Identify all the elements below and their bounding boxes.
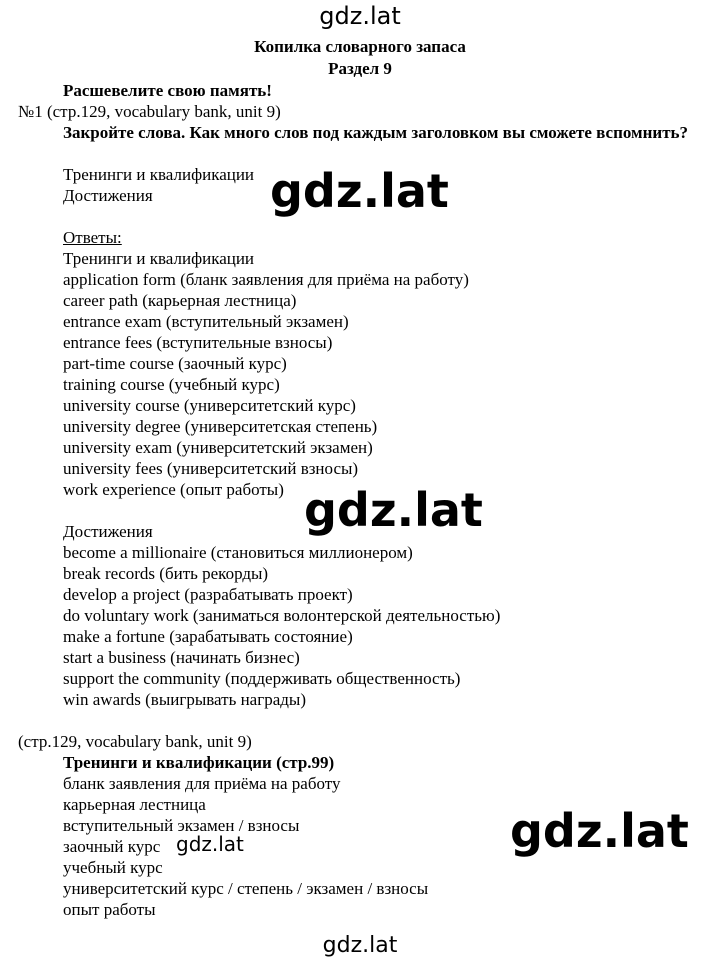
list-item: part-time course (заочный курс)	[63, 354, 287, 373]
memory-heading: Расшевелите свою память!	[63, 81, 272, 100]
list-item: учебный курс	[63, 858, 163, 877]
watermark-small: gdz.lat	[176, 832, 244, 856]
exercise-reference: №1 (стр.129, vocabulary bank, unit 9)	[18, 102, 281, 121]
group1-title: Тренинги и квалификации	[63, 249, 255, 268]
topic-achievements: Достижения	[63, 186, 153, 205]
list-item: career path (карьерная лестница)	[63, 291, 297, 310]
list-item: start a business (начинать бизнес)	[63, 648, 300, 667]
list-item: work experience (опыт работы)	[63, 480, 284, 499]
watermark-large-2: gdz.lat	[304, 483, 483, 537]
section-title: Раздел 9	[328, 59, 392, 78]
list-item: training course (учебный курс)	[63, 375, 280, 394]
watermark-top: gdz.lat	[319, 2, 401, 30]
topic-trainings: Тренинги и квалификации	[63, 165, 255, 184]
watermark-large-1: gdz.lat	[270, 164, 449, 218]
list-item: do voluntary work (заниматься волонтерской деятельностью)	[63, 606, 501, 625]
answers-label: Ответы:	[63, 228, 122, 247]
list-item: university degree (университетская степень)	[63, 417, 378, 436]
list-item: опыт работы	[63, 900, 156, 919]
second-title: Тренинги и квалификации (стр.99)	[63, 753, 335, 772]
list-item: support the community (поддерживать общественность)	[63, 669, 461, 688]
group2-title: Достижения	[63, 522, 153, 541]
list-item: entrance exam (вступительный экзамен)	[63, 312, 349, 331]
watermark-large-3: gdz.lat	[510, 804, 689, 858]
list-item: win awards (выигрывать награды)	[63, 690, 306, 709]
list-item: карьерная лестница	[63, 795, 206, 814]
task-instruction: Закройте слова. Как много слов под каждым заголовком вы сможете вспомнить?	[63, 123, 689, 142]
list-item: вступительный экзамен / взносы	[63, 816, 300, 835]
page-title: Копилка словарного запаса	[254, 37, 466, 56]
list-item: университетский курс / степень / экзамен / взносы	[63, 879, 429, 898]
list-item: develop a project (разрабатывать проект)	[63, 585, 353, 604]
watermark-bottom: gdz.lat	[322, 933, 398, 958]
list-item: заочный курс	[63, 837, 161, 856]
list-item: university course (университетский курс)	[63, 396, 356, 415]
list-item: university exam (университетский экзамен)	[63, 438, 373, 457]
list-item: become a millionaire (становиться миллионером)	[63, 543, 413, 562]
second-reference: (стр.129, vocabulary bank, unit 9)	[18, 732, 252, 751]
list-item: application form (бланк заявления для приёма на работу)	[63, 270, 469, 289]
list-item: entrance fees (вступительные взносы)	[63, 333, 333, 352]
list-item: бланк заявления для приёма на работу	[63, 774, 341, 793]
list-item: make a fortune (зарабатывать состояние)	[63, 627, 353, 646]
list-item: break records (бить рекорды)	[63, 564, 269, 583]
list-item: university fees (университетский взносы)	[63, 459, 359, 478]
